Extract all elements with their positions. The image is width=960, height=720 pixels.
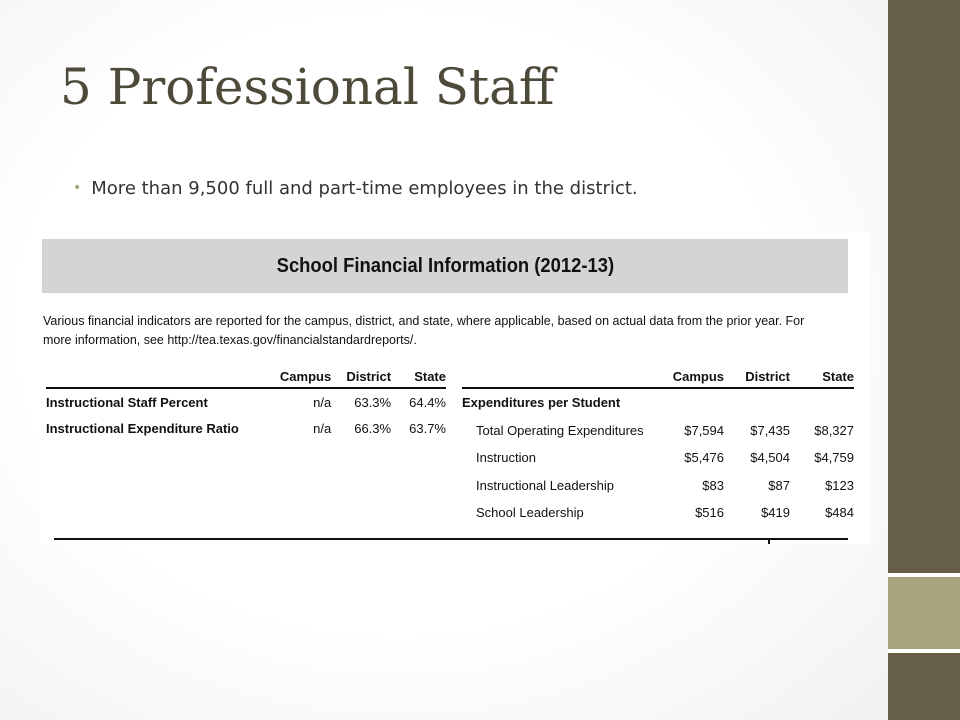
table-row xyxy=(462,444,854,472)
row-label: Instructional Expenditure Ratio xyxy=(46,420,239,436)
row-label: Instructional Leadership xyxy=(476,477,615,493)
campus-value: $5,476 xyxy=(684,450,724,466)
table-row xyxy=(46,388,446,415)
column-header xyxy=(46,365,280,388)
section-row xyxy=(462,388,854,417)
district-value: $419 xyxy=(761,505,790,521)
column-header xyxy=(462,365,662,388)
column-header-state: State xyxy=(790,365,854,388)
table-header-row xyxy=(46,365,446,388)
state-value: 64.4% xyxy=(409,394,446,410)
campus-value: n/a xyxy=(313,420,332,436)
bullet-dot-icon: • xyxy=(73,180,82,196)
campus-value: $83 xyxy=(702,477,724,493)
table-header-row xyxy=(462,365,854,388)
column-header-state: State xyxy=(391,365,446,388)
row-label: Instructional Staff Percent xyxy=(46,394,208,410)
campus-value: $516 xyxy=(695,505,724,521)
district-value: $4,504 xyxy=(750,450,790,466)
state-value: $484 xyxy=(825,505,854,521)
report-bottom-rule xyxy=(54,538,848,540)
report-bottom-tick xyxy=(768,538,770,544)
report-title: School Financial Information (2012-13) xyxy=(276,254,614,277)
state-value: $4,759 xyxy=(814,450,854,466)
state-value: 63.7% xyxy=(409,420,446,436)
report-description: Various financial indicators are reported for the campus, district, and state, where applicable, based on actual data from the prior year. For more information, see http://tea.texas.gov/financialstandardreports/. xyxy=(43,314,805,347)
table-row xyxy=(462,499,854,527)
state-value: $123 xyxy=(825,477,854,493)
table-row xyxy=(462,417,854,445)
district-value: $87 xyxy=(768,477,790,493)
column-header-district: District xyxy=(724,365,790,388)
table-row xyxy=(462,472,854,500)
column-header-campus: Campus xyxy=(662,365,724,388)
financial-report-image xyxy=(40,232,870,544)
section-label: Expenditures per Student xyxy=(462,395,621,411)
district-value: 63.3% xyxy=(354,394,392,410)
staff-ratio-table xyxy=(46,365,446,441)
slide-title: 5 Professional Staff xyxy=(60,58,555,116)
state-value: $8,327 xyxy=(814,422,854,438)
campus-value: $7,594 xyxy=(684,422,724,438)
district-value: 66.3% xyxy=(354,420,392,436)
bullet-item xyxy=(73,178,638,199)
column-header-campus: Campus xyxy=(280,365,331,388)
row-label: School Leadership xyxy=(476,505,584,521)
district-value: $7,435 xyxy=(750,422,790,438)
table-row xyxy=(46,415,446,441)
expenditures-table xyxy=(462,365,854,527)
row-label: Total Operating Expenditures xyxy=(476,422,644,438)
sidebar-accent-light xyxy=(888,577,960,649)
column-header-district: District xyxy=(331,365,391,388)
sidebar-divider-bottom xyxy=(888,649,960,653)
bullet-text: More than 9,500 full and part-time employees in the district. xyxy=(91,178,638,199)
campus-value: n/a xyxy=(313,394,332,410)
row-label: Instruction xyxy=(476,450,536,466)
report-header-band xyxy=(42,239,848,293)
